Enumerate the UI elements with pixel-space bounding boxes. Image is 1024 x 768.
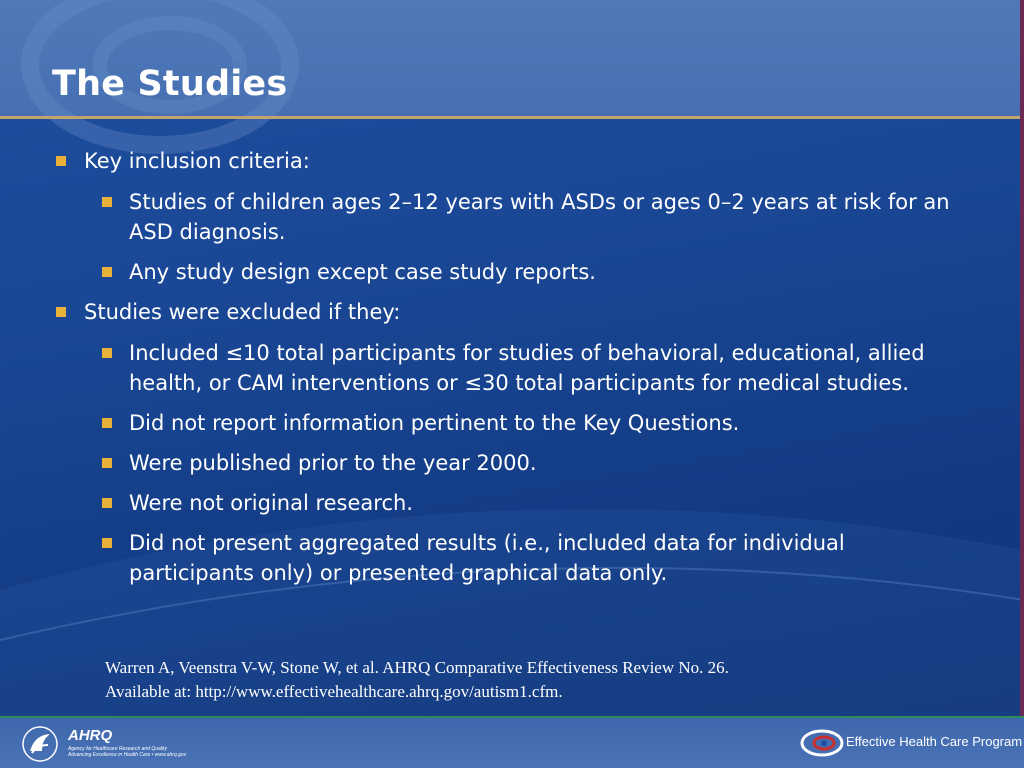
- sub-bullet-text: Studies of children ages 2–12 years with ASDs or ages 0–2 years at risk for an ASD diagnosis.: [129, 190, 950, 244]
- bullet-item: [52, 146, 972, 176]
- square-bullet-icon: [56, 307, 66, 317]
- footer-divider: [0, 716, 1024, 718]
- citation: [105, 656, 965, 704]
- square-bullet-icon: [102, 538, 112, 548]
- ahrq-logo: AHRQ: [68, 727, 113, 744]
- sub-bullet-item: [52, 338, 972, 398]
- sub-bullet-item: [52, 528, 972, 588]
- program-name: Effective Health Care Program: [846, 734, 1023, 749]
- page-title: The Studies: [52, 64, 288, 104]
- square-bullet-icon: [102, 348, 112, 358]
- hhs-eagle-icon: [20, 725, 60, 763]
- citation-line: Warren A, Veenstra V-W, Stone W, et al. AHRQ Comparative Effectiveness Review No. 26.: [105, 658, 729, 677]
- square-bullet-icon: [102, 498, 112, 508]
- sub-bullet-text: Did not present aggregated results (i.e., included data for individual participants only) or presented graphical data only.: [129, 531, 845, 585]
- slide-content: [52, 146, 972, 598]
- sub-bullet-text: Did not report information pertinent to the Key Questions.: [129, 411, 740, 435]
- square-bullet-icon: [56, 156, 66, 166]
- sub-bullet-text: Any study design except case study reports.: [129, 260, 596, 284]
- sub-bullet-text: Were published prior to the year 2000.: [129, 451, 537, 475]
- square-bullet-icon: [102, 458, 112, 468]
- sub-bullet-item: [52, 257, 972, 287]
- ehc-swirl-icon: [800, 728, 844, 758]
- sub-bullet-item: [52, 488, 972, 518]
- ahrq-tagline-line: Advancing Excellence in Health Care • www.ahrq.gov: [68, 752, 187, 758]
- bullet-item: [52, 297, 972, 327]
- square-bullet-icon: [102, 197, 112, 207]
- sub-bullet-item: [52, 187, 972, 247]
- ahrq-tagline-line: Agency for Healthcare Research and Quality: [68, 746, 167, 752]
- citation-link[interactable]: Available at: http://www.effectivehealthcare.ahrq.gov/autism1.cfm.: [105, 682, 563, 701]
- square-bullet-icon: [102, 267, 112, 277]
- bullet-text: Key inclusion criteria:: [84, 149, 310, 173]
- ahrq-tagline: [68, 746, 228, 758]
- sub-bullet-item: [52, 448, 972, 478]
- sub-bullet-item: [52, 408, 972, 438]
- bullet-text: Studies were excluded if they:: [84, 300, 401, 324]
- title-divider: [0, 116, 1024, 119]
- square-bullet-icon: [102, 418, 112, 428]
- sub-bullet-text: Were not original research.: [129, 491, 413, 515]
- right-edge-border: [1020, 0, 1024, 768]
- sub-bullet-text: Included ≤10 total participants for studies of behavioral, educational, allied health, or CAM interventions or ≤30 total participants for medical studies.: [129, 341, 925, 395]
